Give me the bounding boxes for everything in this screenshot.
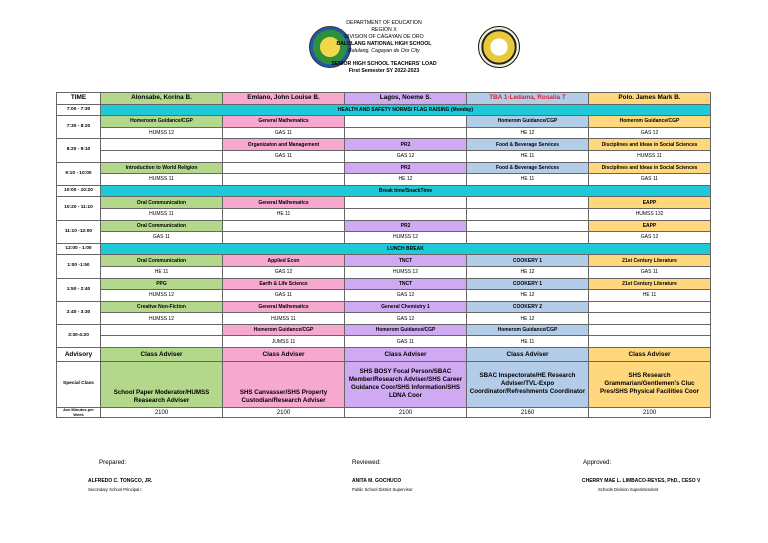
subject-cell: PPG	[101, 278, 223, 290]
time-slot: 9:10 - 10:00	[57, 162, 101, 185]
time-slot: 7:00 - 7:30	[57, 104, 101, 116]
approver-name: CHERRY MAE L. LIMBACO-REYES, PhD., CESO V	[582, 478, 701, 484]
special-class-cell: School Paper Moderator/HUMSS Reasearch Adviser	[101, 362, 223, 408]
break-banner: Break time/SnackTime	[101, 185, 711, 197]
subject-cell: Homerom Guidance/CGP	[223, 324, 345, 336]
time-slot: 1:50 - 2:40	[57, 278, 101, 301]
preparer-title: Secondary School Principal I	[88, 487, 142, 492]
empty-cell	[101, 150, 223, 162]
section-cell: HE 11	[467, 174, 589, 186]
subject-cell: Homerom Guidance/CGP	[345, 324, 467, 336]
table-header-row	[57, 93, 711, 105]
col-teacher-1: Alonsabe, Korina B.	[101, 93, 223, 105]
minutes-value: 2100	[345, 408, 467, 418]
subject-cell: Earth & Life Science	[223, 278, 345, 290]
school-address: Balulang, Cagayan de Oro City	[348, 48, 420, 54]
empty-cell	[223, 174, 345, 186]
time-slot: 10:00 - 10:20	[57, 185, 101, 197]
header-line1: DEPARTMENT OF EDUCATION	[346, 20, 422, 26]
section-cell: HUMSS 11	[223, 313, 345, 325]
semester-label: First Semester SY 2022-2023	[348, 68, 420, 74]
empty-cell	[101, 324, 223, 336]
empty-cell	[589, 336, 711, 348]
subject-cell: EAPP	[589, 197, 711, 209]
section-cell: HUMSS 12	[101, 290, 223, 302]
advisory-cell: Class Adviser	[223, 348, 345, 362]
section-cell: GAS 12	[345, 150, 467, 162]
document-title: SENIOR HIGH SCHOOL TEACHERS' LOAD	[331, 61, 437, 67]
subject-cell: COOKERY 2	[467, 301, 589, 313]
empty-cell	[223, 232, 345, 244]
time-slot: 7:30 - 8:20	[57, 116, 101, 139]
empty-cell	[589, 324, 711, 336]
special-class-cell: SHS BOSY Focal Person/SBAC Member/Research Adviser/SHS Career Guidance Coor/SHS Information/SHS LDNA Coor	[345, 362, 467, 408]
col-teacher-4: TBA 1-Ledama, Rosalia T	[467, 93, 589, 105]
reviewed-label: Reviewed:	[352, 459, 381, 466]
minutes-label: Ave Minutes per Week	[57, 408, 101, 418]
section-cell: HE 12	[467, 290, 589, 302]
minutes-value: 2100	[589, 408, 711, 418]
subject-cell: PR2	[345, 139, 467, 151]
time-slot: 10:20 - 11:10	[57, 197, 101, 220]
health-banner: HEALTH AND SAFETY NORMS/ FLAG RAISING (Monday)	[101, 104, 711, 116]
section-cell: HUMSS 11	[101, 208, 223, 220]
section-cell: HUMSS 12	[101, 127, 223, 139]
subject-cell: Oral Communication	[101, 255, 223, 267]
subject-cell: General Mathematics	[223, 197, 345, 209]
subject-cell: Organizaton and Management	[223, 139, 345, 151]
subject-cell: 21st Century Literature	[589, 255, 711, 267]
section-cell: GAS 12	[589, 232, 711, 244]
section-cell: HE 11	[589, 290, 711, 302]
section-cell: GAS 11	[223, 127, 345, 139]
section-cell: HE 11	[101, 266, 223, 278]
empty-cell	[345, 197, 467, 209]
subject-cell: Oral Communication	[101, 220, 223, 232]
section-cell: HE 12	[467, 127, 589, 139]
empty-cell	[101, 139, 223, 151]
subject-cell: Applied Econ	[223, 255, 345, 267]
subject-cell: Homerom Guidance/CGP	[467, 324, 589, 336]
section-cell: HUMSS 12	[101, 313, 223, 325]
special-class-cell: SHS Canvasser/SHS Property Custodian/Research Adviser	[223, 362, 345, 408]
subject-cell: General Mathematics	[223, 301, 345, 313]
document-header	[0, 20, 768, 75]
subject-cell: Disciplines and Ideas in Social Sciences	[589, 139, 711, 151]
section-cell: GAS 12	[345, 290, 467, 302]
section-cell: GAS 11	[589, 266, 711, 278]
teachers-load-table	[56, 92, 711, 418]
section-cell: HE 12	[467, 313, 589, 325]
lunch-banner: LUNCH BREAK	[101, 243, 711, 255]
empty-cell	[467, 220, 589, 232]
section-cell: GAS 11	[101, 232, 223, 244]
section-cell: JUMSS 11	[223, 336, 345, 348]
subject-cell: Food & Beverage Services	[467, 162, 589, 174]
time-slot: 3:30-4:20	[57, 324, 101, 347]
empty-cell	[345, 116, 467, 128]
subject-cell: Homerom Guidance/CGP	[589, 116, 711, 128]
section-cell: GAS 12	[223, 266, 345, 278]
reviewer-title: Public School District Supervisor	[352, 487, 413, 492]
section-cell: HE 12	[467, 266, 589, 278]
subject-cell: General Mathematics	[223, 116, 345, 128]
section-cell: HUMSS 11	[589, 150, 711, 162]
empty-cell	[467, 197, 589, 209]
header-line2: REGION X	[371, 27, 397, 33]
empty-cell	[345, 127, 467, 139]
section-cell: HUMSS 11	[101, 174, 223, 186]
col-teacher-3: Lagos, Noeme S.	[345, 93, 467, 105]
empty-cell	[589, 301, 711, 313]
special-class-cell: SBAC Inspectorate/HE Research Adviser/TVL-Expo Coordinator/Refreshments Coordinator	[467, 362, 589, 408]
advisory-cell: Class Adviser	[345, 348, 467, 362]
subject-cell: Homerom Guidance/CGP	[467, 116, 589, 128]
subject-cell: COOKERY 1	[467, 255, 589, 267]
section-cell: HE 11	[467, 336, 589, 348]
time-slot: 8:20 - 9:10	[57, 139, 101, 162]
subject-cell: Creative Non-Fiction	[101, 301, 223, 313]
minutes-value: 2100	[223, 408, 345, 418]
subject-cell: General Chemistry 1	[345, 301, 467, 313]
section-cell: HE 11	[223, 208, 345, 220]
advisory-cell: Class Adviser	[589, 348, 711, 362]
empty-cell	[223, 162, 345, 174]
col-time: TIME	[57, 93, 101, 105]
time-slot: 1:00 -1:50	[57, 255, 101, 278]
subject-cell: PR2	[345, 162, 467, 174]
section-cell: HUMSS 12	[345, 266, 467, 278]
minutes-value: 2160	[467, 408, 589, 418]
empty-cell	[467, 232, 589, 244]
subject-cell: Introduction to World Religion	[101, 162, 223, 174]
section-cell: HUMSS 12	[345, 232, 467, 244]
section-cell: GAS 11	[223, 290, 345, 302]
section-cell: GAS 11	[223, 150, 345, 162]
special-class-cell: SHS Research Grammarian/Gentlemen's Cluc Pres/SHS Physical Facilities Coor	[589, 362, 711, 408]
time-slot: 12:00 - 1:00	[57, 243, 101, 255]
time-slot: 2:40 - 3:30	[57, 301, 101, 324]
subject-cell: TNCT	[345, 255, 467, 267]
section-cell: HE 12	[345, 174, 467, 186]
advisory-cell: Class Adviser	[467, 348, 589, 362]
approver-title: Schools Division Superintendent	[598, 487, 659, 492]
section-cell: GAS 12	[589, 127, 711, 139]
subject-cell: COOKERY 1	[467, 278, 589, 290]
empty-cell	[345, 208, 467, 220]
subject-cell: 21st Century Literature	[589, 278, 711, 290]
header-line3: DIVISION OF CAGAYAN DE ORO	[344, 34, 424, 40]
approved-label: Approved:	[583, 459, 612, 466]
subject-cell: Disciplines and Ideas in Social Sciences	[589, 162, 711, 174]
section-cell: HUMSS 132	[589, 208, 711, 220]
reviewer-name: ANITA M. GOCHUCO	[352, 478, 402, 484]
subject-cell: Oral Communication	[101, 197, 223, 209]
advisory-cell: Class Adviser	[101, 348, 223, 362]
empty-cell	[467, 208, 589, 220]
subject-cell: Homeroom Guidance/CGP	[101, 116, 223, 128]
col-teacher-5: Polo. James Mark B.	[589, 93, 711, 105]
time-slot: 11:10 -12:00	[57, 220, 101, 243]
section-cell: HE 11	[467, 150, 589, 162]
advisory-label: Advisory	[57, 348, 101, 362]
empty-cell	[223, 220, 345, 232]
section-cell: GAS 12	[345, 313, 467, 325]
prepared-label: Prepared:	[99, 459, 127, 466]
preparer-name: ALFREDO C. TONGCO, JR.	[88, 478, 153, 484]
col-teacher-2: Emlano, John Louise B.	[223, 93, 345, 105]
subject-cell: Food & Beverage Services	[467, 139, 589, 151]
school-name: BALULANG NATIONAL HIGH SCHOOL	[336, 41, 432, 47]
subject-cell: EAPP	[589, 220, 711, 232]
empty-cell	[101, 336, 223, 348]
special-class-label: Special Class	[57, 362, 101, 408]
section-cell: GAS 11	[345, 336, 467, 348]
section-cell: GAS 11	[589, 174, 711, 186]
minutes-value: 2100	[101, 408, 223, 418]
subject-cell: TNCT	[345, 278, 467, 290]
subject-cell: PR2	[345, 220, 467, 232]
empty-cell	[589, 313, 711, 325]
